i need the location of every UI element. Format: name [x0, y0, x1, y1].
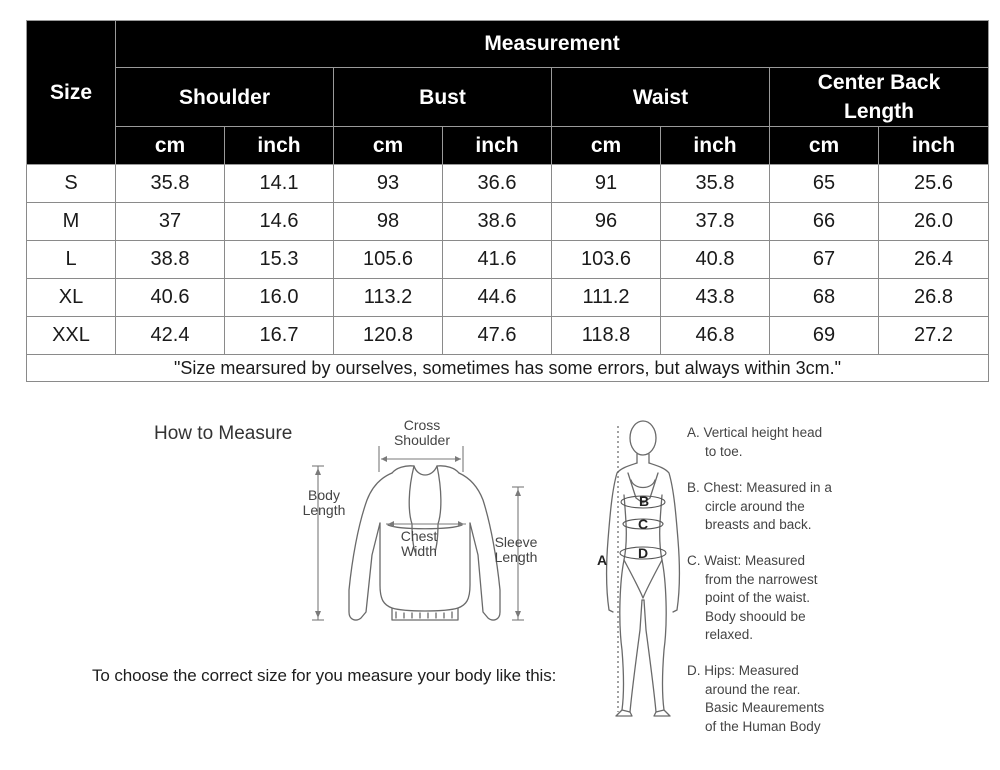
value-cell: 16.7 [225, 317, 334, 355]
value-cell: 15.3 [225, 241, 334, 279]
note-c-line: Body shoould be [705, 608, 806, 624]
value-cell: 120.8 [334, 317, 443, 355]
chest-width-label [393, 529, 445, 559]
value-cell: 93 [334, 165, 443, 203]
note-a [687, 424, 822, 461]
note-b-line: B. Chest: Measured in a [687, 480, 832, 495]
value-cell: 46.8 [661, 317, 770, 355]
cross-shoulder-line1: Cross [403, 417, 441, 433]
note-a-line: A. Vertical height head [687, 425, 823, 440]
value-cell: 35.8 [661, 165, 770, 203]
note-c-line: from the narrowest [705, 571, 818, 587]
note-d-line: D. Hips: Measured [687, 663, 799, 678]
value-cell: 42.4 [116, 317, 225, 355]
center-back-header-line2: Length [844, 100, 914, 123]
bust-header: Bust [334, 68, 552, 127]
shoulder-header: Shoulder [116, 68, 334, 127]
note-c-line: point of the waist. [705, 590, 811, 605]
note-c-line: C. Waist: Measured [687, 553, 806, 568]
sleeve-length-line2: Length [494, 549, 538, 565]
instruction-text: To choose the correct size for you measure your body like this: [92, 666, 557, 685]
value-cell: 91 [552, 165, 661, 203]
note-d-line: around the rear. [705, 681, 801, 697]
note-d [687, 662, 824, 736]
value-cell: 26.4 [879, 241, 989, 279]
value-cell: 14.6 [225, 203, 334, 241]
measurement-header: Measurement [116, 21, 989, 68]
value-cell: 38.8 [116, 241, 225, 279]
value-cell: 38.6 [443, 203, 552, 241]
size-cell: S [27, 165, 116, 203]
value-cell: 37 [116, 203, 225, 241]
value-cell: 67 [770, 241, 879, 279]
sleeve-length-label [488, 535, 544, 565]
value-cell: 37.8 [661, 203, 770, 241]
how-to-measure-title: How to Measure [154, 423, 293, 444]
value-cell: 16.0 [225, 279, 334, 317]
value-cell: 26.8 [879, 279, 989, 317]
note-d-line: of the Human Body [705, 718, 821, 734]
value-cell: 47.6 [443, 317, 552, 355]
value-cell: 41.6 [443, 241, 552, 279]
value-cell: 40.6 [116, 279, 225, 317]
value-cell: 111.2 [552, 279, 661, 317]
value-cell: 103.6 [552, 241, 661, 279]
unit-cm: cm [552, 127, 661, 165]
note-c [687, 552, 818, 645]
cross-shoulder-line2: Shoulder [393, 432, 451, 448]
value-cell: 113.2 [334, 279, 443, 317]
note-b [687, 479, 832, 535]
value-cell: 65 [770, 165, 879, 203]
size-header: Size [27, 21, 116, 165]
value-cell: 66 [770, 203, 879, 241]
note-d-line: Basic Meaurements [705, 700, 825, 715]
size-note: "Size mearsured by ourselves, sometimes has some errors, but always within 3cm." [27, 355, 989, 382]
value-cell: 96 [552, 203, 661, 241]
value-cell: 43.8 [661, 279, 770, 317]
unit-inch: inch [879, 127, 989, 165]
body-length-line2: Length [302, 502, 346, 518]
chest-width-line2: Width [401, 543, 437, 559]
size-cell: M [27, 203, 116, 241]
unit-cm: cm [334, 127, 443, 165]
body-letter-a: A [597, 552, 608, 568]
sleeve-length-line1: Sleeve [494, 534, 538, 550]
unit-cm: cm [770, 127, 879, 165]
size-cell: L [27, 241, 116, 279]
unit-inch: inch [443, 127, 552, 165]
center-back-header-line1: Center Back [817, 71, 941, 94]
note-b-line: breasts and back. [705, 517, 812, 532]
value-cell: 69 [770, 317, 879, 355]
value-cell: 105.6 [334, 241, 443, 279]
value-cell: 118.8 [552, 317, 661, 355]
value-cell: 26.0 [879, 203, 989, 241]
cross-shoulder-label [387, 418, 457, 448]
chest-width-line1: Chest [400, 528, 438, 544]
unit-cm: cm [116, 127, 225, 165]
unit-inch: inch [225, 127, 334, 165]
value-cell: 36.6 [443, 165, 552, 203]
note-c-line: relaxed. [705, 627, 754, 642]
body-length-label [297, 488, 351, 518]
value-cell: 68 [770, 279, 879, 317]
value-cell: 98 [334, 203, 443, 241]
body-letter-c: C [638, 516, 649, 532]
body-length-line1: Body [308, 487, 340, 503]
body-measure-lines [618, 426, 666, 712]
size-cell: XL [27, 279, 116, 317]
note-a-line: to toe. [705, 443, 743, 459]
value-cell: 35.8 [116, 165, 225, 203]
size-cell: XXL [27, 317, 116, 355]
value-cell: 40.8 [661, 241, 770, 279]
note-b-line: circle around the [705, 498, 805, 514]
value-cell: 27.2 [879, 317, 989, 355]
body-letter-b: B [639, 493, 650, 509]
value-cell: 25.6 [879, 165, 989, 203]
unit-inch: inch [661, 127, 770, 165]
waist-header: Waist [552, 68, 770, 127]
value-cell: 14.1 [225, 165, 334, 203]
value-cell: 44.6 [443, 279, 552, 317]
body-letter-d: D [638, 545, 649, 561]
